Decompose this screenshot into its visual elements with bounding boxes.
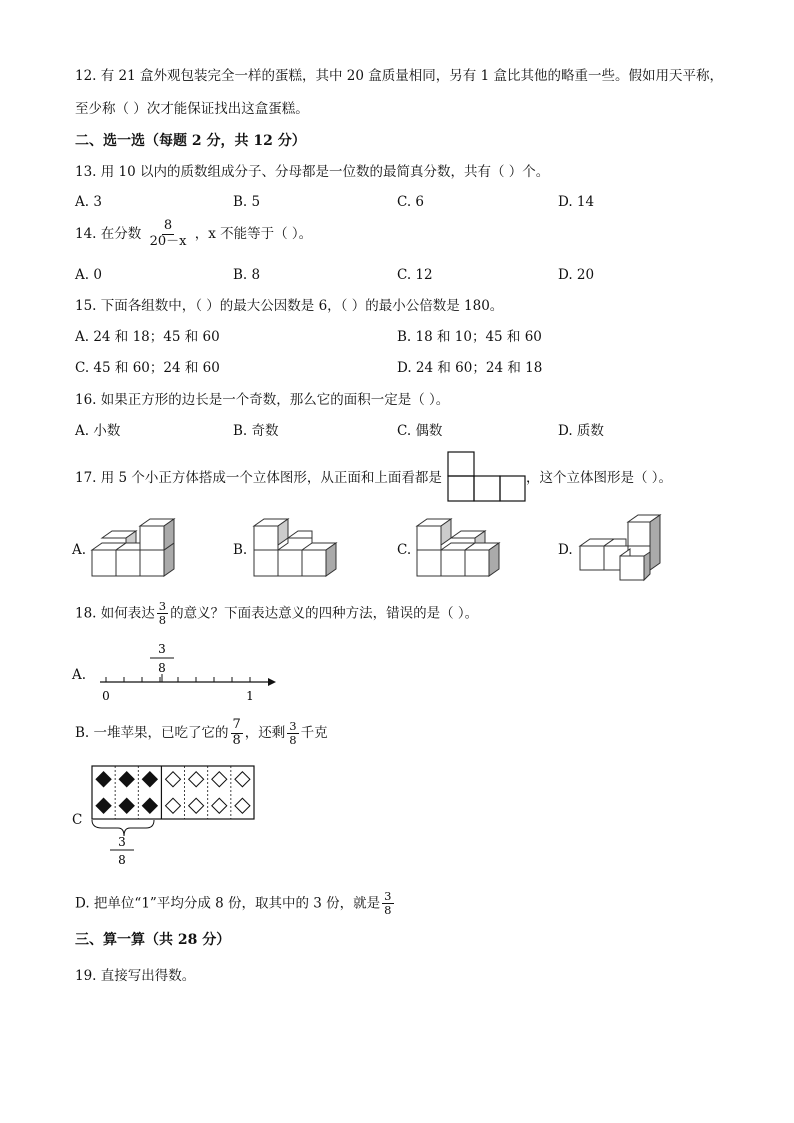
q18-option-c-label: C (72, 812, 83, 828)
q13-option-d: D. 14 (558, 194, 595, 210)
q18-option-a-label: A. (72, 667, 87, 683)
q18-prefix: 18. 如何表达 (75, 605, 155, 622)
empty-diamond-icon (189, 798, 204, 813)
q18-option-b-frac2-den: 8 (289, 732, 297, 747)
filled-diamond-icon (119, 798, 134, 813)
q18-option-b-frac1 (231, 718, 243, 749)
empty-diamond-icon (166, 798, 181, 813)
q15-option-b: B. 18 和 10；45 和 60 (397, 329, 542, 345)
q18-option-d-frac (382, 890, 393, 917)
numberline-one: 1 (246, 689, 254, 703)
q18-option-b (75, 718, 328, 749)
q18-option-b-suffix: 千克 (300, 725, 328, 741)
q17-view-figure (447, 451, 527, 503)
q18-option-b-mid: ，还剩 (244, 725, 286, 741)
option-c-brace-denominator: 8 (118, 853, 126, 867)
q12-line2: 至少称（ ）次才能保证找出这盒蛋糕。 (75, 101, 309, 117)
filled-diamond-icon (96, 798, 111, 813)
q14-stem (75, 219, 312, 250)
q17-option-b-cubes (250, 516, 340, 580)
q17-option-a-cubes (88, 516, 178, 580)
q17-option-d-cubes (574, 512, 666, 584)
q14-fraction (148, 219, 189, 250)
empty-diamond-icon (212, 798, 227, 813)
q15-option-a: A. 24 和 18；45 和 60 (75, 329, 220, 345)
section3-title: 三、算一算（共 28 分） (75, 932, 231, 948)
filled-diamond-icon (142, 772, 157, 787)
q16-option-c: C. 偶数 (397, 423, 443, 439)
q15-stem: 15. 下面各组数中，（ ）的最大公因数是 6，（ ）的最小公倍数是 180。 (75, 298, 504, 314)
q18-option-d-frac-den: 8 (384, 903, 392, 918)
empty-diamond-icon (235, 772, 250, 787)
q14-option-d: D. 20 (558, 267, 595, 283)
q18-option-d (75, 890, 396, 917)
q12-line1: 12. 有 21 盒外观包装完全一样的蛋糕，其中 20 盒质量相同，另有 1 盒比其他的略重一些。假如用天平称， (75, 68, 723, 84)
filled-diamond-icon (142, 798, 157, 813)
q18-option-d-prefix: D. 把单位“1”平均分成 8 份，取其中的 3 份，就是 (75, 895, 381, 912)
q17-option-c-label: C. (397, 542, 412, 558)
q13-option-c: C. 6 (397, 194, 425, 210)
q18-option-c-grid (88, 762, 260, 870)
q18-stem (75, 600, 478, 627)
q13-option-a: A. 3 (75, 194, 102, 210)
q18-fraction (157, 600, 168, 627)
q18-option-d-frac-num: 3 (384, 889, 392, 903)
q18-suffix: 的意义？下面表达意义的四种方法，错误的是（ ）。 (170, 605, 479, 622)
q17-option-d-label: D. (558, 542, 573, 558)
q19-stem: 19. 直接写出得数。 (75, 968, 196, 984)
option-c-brace-numerator: 3 (118, 835, 126, 849)
q17-option-c-cubes (413, 516, 503, 580)
empty-diamond-icon (166, 772, 181, 787)
q16-option-a: A. 小数 (75, 423, 121, 439)
section2-title: 二、选一选（每题 2 分，共 12 分） (75, 133, 306, 149)
q18-option-b-frac1-num: 7 (232, 717, 241, 732)
numberline-zero: 0 (102, 689, 110, 703)
q18-option-b-frac2-num: 3 (289, 718, 297, 733)
filled-diamond-icon (96, 772, 111, 787)
empty-diamond-icon (235, 798, 250, 813)
q16-stem: 16. 如果正方形的边长是一个奇数，那么它的面积一定是（ ）。 (75, 392, 450, 408)
q14-suffix: ，x 不能等于（ ）。 (194, 226, 313, 242)
q16-option-b: B. 奇数 (233, 423, 279, 439)
q14-prefix: 14. 在分数 (75, 226, 142, 242)
q18-number-line (92, 638, 277, 706)
q18-option-b-prefix: B. 一堆苹果，已吃了它的 (75, 725, 229, 741)
q18-option-b-frac1-den: 8 (232, 732, 241, 748)
q18-fraction-denominator: 8 (158, 613, 167, 628)
empty-diamond-icon (212, 772, 227, 787)
q17-suffix: ，这个立体图形是（ ）。 (526, 470, 673, 486)
q14-fraction-denominator: 20－x (149, 233, 187, 249)
q17-option-b-label: B. (233, 542, 248, 558)
q17-prefix: 17. 用 5 个小正方体搭成一个立体图形，从正面和上面看都是 (75, 470, 442, 486)
q15-option-c: C. 45 和 60；24 和 60 (75, 360, 220, 376)
q14-fraction-numerator: 8 (163, 218, 173, 233)
q17-option-a-label: A. (72, 542, 87, 558)
numberline-label-denominator: 8 (158, 661, 166, 675)
q16-option-d: D. 质数 (558, 423, 604, 439)
q14-option-a: A. 0 (75, 267, 102, 283)
q13-stem: 13. 用 10 以内的质数组成分子、分母都是一位数的最简真分数，共有（ ）个。 (75, 164, 550, 180)
q18-fraction-numerator: 3 (158, 599, 167, 613)
filled-diamond-icon (119, 772, 134, 787)
empty-diamond-icon (189, 772, 204, 787)
q13-option-b: B. 5 (233, 194, 261, 210)
q18-option-b-frac2 (287, 720, 298, 747)
numberline-label-numerator: 3 (158, 642, 166, 656)
q15-option-d: D. 24 和 60；24 和 18 (397, 360, 543, 376)
q14-option-c: C. 12 (397, 267, 433, 283)
q14-option-b: B. 8 (233, 267, 261, 283)
